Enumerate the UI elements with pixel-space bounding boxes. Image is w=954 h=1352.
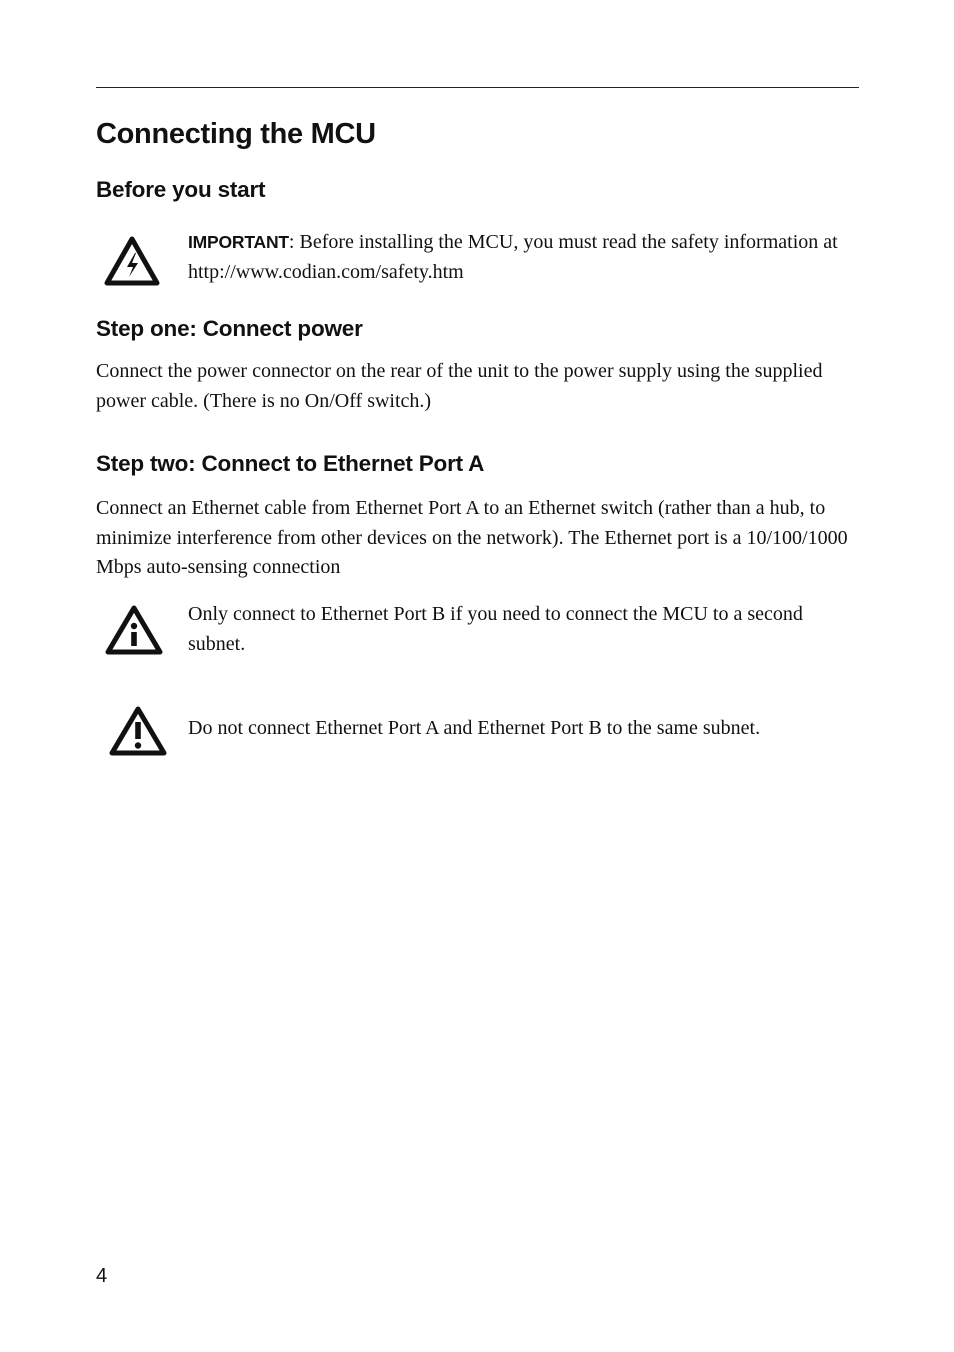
important-notice-text: : Before installing the MCU, you must read the safety information at http://www.codian.com/safety.htm (188, 231, 838, 283)
heading-before-you-start: Before you start (96, 177, 266, 202)
heading-step-one: Step one: Connect power (96, 316, 363, 341)
step-two-body: Connect an Ethernet cable from Ethernet Port A to an Ethernet switch (rather than a hub, to minimize interference from other devices on the network). The Ethernet port is a 10/100/1000 Mbps auto-sensing connection (96, 497, 848, 578)
page-title: Connecting the MCU (96, 118, 376, 150)
important-safety-notice (188, 228, 856, 287)
electrical-hazard-icon (104, 235, 160, 287)
info-notice-text: Only connect to Ethernet Port B if you need to connect the MCU to a second subnet. (188, 603, 803, 655)
heading-step-two: Step two: Connect to Ethernet Port A (96, 451, 485, 476)
important-label: IMPORTANT (188, 232, 289, 252)
warning-triangle-icon (108, 705, 168, 757)
step-one-body: Connect the power connector on the rear of the unit to the power supply using the supplied power cable. (There is no On/Off switch.) (96, 360, 823, 412)
info-triangle-icon (104, 604, 164, 656)
warning-notice-text: Do not connect Ethernet Port A and Ethernet Port B to the same subnet. (188, 717, 761, 739)
header-rule (96, 87, 859, 88)
page-number: 4 (96, 1265, 108, 1287)
